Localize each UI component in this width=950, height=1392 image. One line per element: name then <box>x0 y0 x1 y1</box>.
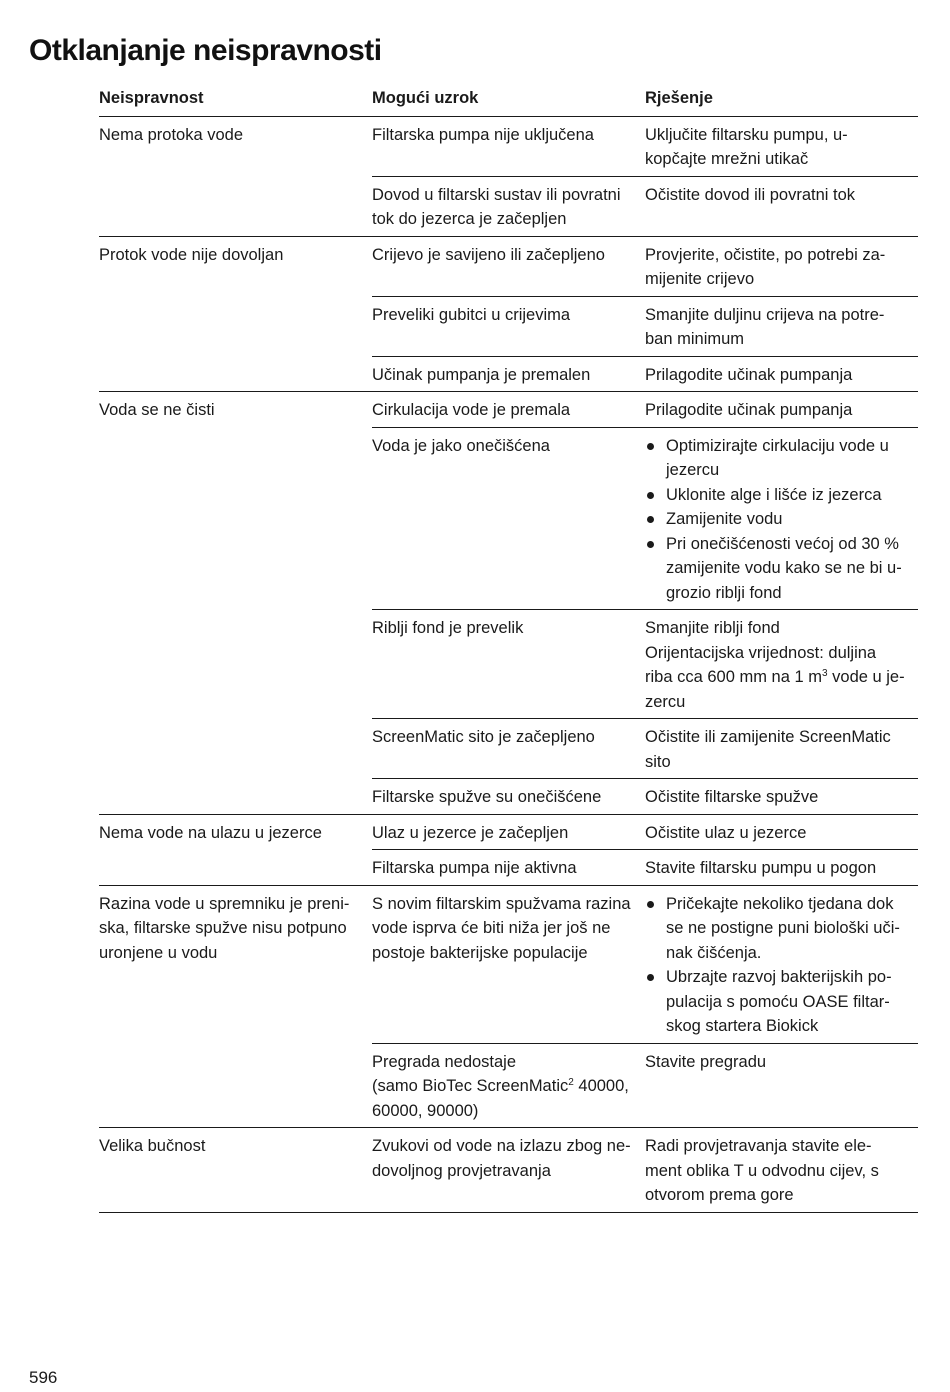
solution-line: Smanjite riblji fond <box>645 619 780 637</box>
solution-line: pulacija s pomoću OASE filtar- <box>666 992 890 1011</box>
fault-line: uronjene u vodu <box>99 943 218 962</box>
solution-line: Očistite dovod ili povratni tok <box>645 185 856 204</box>
cause-line: Cirkulacija vode je premala <box>372 401 571 419</box>
solution-cell <box>645 357 918 392</box>
solution-cell <box>645 610 918 718</box>
cause-list <box>372 886 918 1128</box>
solution-line: Stavite pregradu <box>645 1052 767 1071</box>
solution-cell <box>645 237 918 296</box>
cause-line: Pregrada nedostaje <box>372 1052 517 1071</box>
cause-cell <box>372 779 645 814</box>
page-number: 596 <box>29 1368 58 1387</box>
cause-line: Filtarska pumpa nije uključena <box>372 125 594 144</box>
cause-cell <box>372 428 645 610</box>
solution-cell <box>645 1128 918 1212</box>
solution-line: Prilagodite učinak pumpanja <box>645 365 853 384</box>
solution-line: Prilagodite učinak pumpanja <box>645 401 853 419</box>
solution-line: otvorom prema gore <box>645 1186 794 1204</box>
cause-line: Dovod u filtarski sustav ili povratni <box>372 185 621 204</box>
solution-line: mijenite crijevo <box>645 270 755 288</box>
solution-line: Optimizirajte cirkulaciju vode u <box>666 436 889 455</box>
cause-line: tok do jezerca je začepljen <box>372 210 567 228</box>
solution-line: Očistite ili zamijenite ScreenMatic <box>645 728 891 746</box>
solution-line: Orijentacijska vrijednost: duljina <box>645 643 877 662</box>
solution-line: zercu <box>645 692 686 711</box>
fault-cell <box>99 392 372 814</box>
cause-line: Ulaz u jezerce je začepljen <box>372 823 569 842</box>
solution-bullet-item <box>645 892 918 966</box>
solution-line: Uključite filtarsku pumpu, u- <box>645 125 848 144</box>
fault-line: Nema protoka vode <box>99 125 243 144</box>
solution-line: Pričekajte nekoliko tjedana dok <box>666 894 894 913</box>
superscript: 3 <box>822 668 828 679</box>
table-row <box>99 237 918 393</box>
cause-line-text: (samo BioTec ScreenMatic <box>372 1077 569 1095</box>
fault-line: ska, filtarske spužve nisu potpuno <box>99 919 347 937</box>
cause-line: postoje bakterijske populacije <box>372 943 588 962</box>
cause-cell <box>372 1128 645 1212</box>
cause-cell <box>372 886 645 1043</box>
cause-line: Zvukovi od vode na izlazu zbog ne- <box>372 1137 631 1155</box>
cause-line: ScreenMatic sito je začepljeno <box>372 728 595 746</box>
cause-row <box>372 886 918 1044</box>
cause-row <box>372 117 918 177</box>
superscript: 2 <box>568 1077 574 1088</box>
solution-cell <box>645 1044 918 1128</box>
fault-line: Nema vode na ulazu u jezerce <box>99 823 322 842</box>
solution-line: Uklonite alge i lišće iz jezerca <box>666 485 882 504</box>
solution-bullet-item <box>645 532 918 606</box>
solution-line: Pri onečišćenosti većoj od 30 % <box>666 534 899 553</box>
cause-row <box>372 1128 918 1212</box>
header-cause: Mogući uzrok <box>372 89 479 107</box>
cause-cell <box>372 237 645 296</box>
solution-line-with-superscript <box>645 665 918 690</box>
page-title: Otklanjanje neispravnosti <box>29 34 382 67</box>
fault-cell <box>99 237 372 392</box>
cause-cell <box>372 815 645 850</box>
solution-line: ban minimum <box>645 330 745 348</box>
cause-line: Preveliki gubitci u crijevima <box>372 305 571 324</box>
solution-cell <box>645 850 918 885</box>
cause-row <box>372 357 918 392</box>
solution-line: skog startera Biokick <box>666 1017 819 1035</box>
cause-row <box>372 719 918 779</box>
solution-bullet-item <box>645 483 918 508</box>
cause-row <box>372 297 918 357</box>
cause-line: 60000, 90000) <box>372 1101 479 1120</box>
cause-line: dovoljnog provjetravanja <box>372 1161 551 1180</box>
cause-cell <box>372 610 645 718</box>
table-row <box>99 815 918 886</box>
table-row <box>99 886 918 1129</box>
cause-row <box>372 177 918 236</box>
cause-line: S novim filtarskim spužvama razina <box>372 894 631 913</box>
cause-cell <box>372 392 645 427</box>
cause-cell <box>372 117 645 176</box>
cause-row <box>372 815 918 851</box>
fault-line: Voda se ne čisti <box>99 401 215 419</box>
solution-line: Očistite ulaz u jezerce <box>645 823 807 842</box>
solution-line: kopčajte mrežni utikač <box>645 150 809 168</box>
solution-line: Radi provjetravanja stavite ele- <box>645 1137 872 1155</box>
cause-list <box>372 237 918 392</box>
cause-line: Filtarske spužve su onečišćene <box>372 788 602 806</box>
solution-line: ment oblika T u odvodnu cijev, s <box>645 1161 879 1180</box>
cause-line: Filtarska pumpa nije aktivna <box>372 859 577 877</box>
cause-cell <box>372 177 645 236</box>
solution-cell <box>645 177 918 236</box>
cause-row <box>372 1044 918 1128</box>
solution-bullet-item <box>645 507 918 532</box>
solution-line: jezercu <box>666 461 720 479</box>
cause-line: vode isprva će biti niža jer još ne <box>372 919 611 937</box>
cause-line-text: 40000, <box>573 1077 629 1095</box>
cause-cell <box>372 719 645 778</box>
solution-cell <box>645 392 918 427</box>
fault-cell <box>99 815 372 885</box>
fault-line: Velika bučnost <box>99 1137 206 1155</box>
solution-cell <box>645 815 918 850</box>
cause-cell <box>372 1044 645 1128</box>
solution-line: Zamijenite vodu <box>666 510 783 528</box>
cause-row <box>372 850 918 885</box>
solution-cell <box>645 117 918 176</box>
solution-cell <box>645 779 918 814</box>
fault-cell <box>99 886 372 1128</box>
cause-list <box>372 117 918 236</box>
solution-line: Ubrzajte razvoj bakterijskih po- <box>666 968 892 986</box>
cause-cell <box>372 357 645 392</box>
solution-bullet-item <box>645 965 918 1039</box>
solution-cell <box>645 428 918 610</box>
cause-row <box>372 392 918 428</box>
cause-row <box>372 237 918 297</box>
troubleshooting-table <box>99 86 918 1213</box>
solution-bullet-list <box>645 434 918 606</box>
solution-line-text: riba cca 600 mm na 1 m <box>645 668 822 686</box>
cause-line: Crijevo je savijeno ili začepljeno <box>372 245 605 264</box>
solution-cell <box>645 297 918 356</box>
solution-line: zamijenite vodu kako se ne bi u- <box>666 559 902 577</box>
solution-line: Smanjite duljinu crijeva na potre- <box>645 305 885 324</box>
cause-cell <box>372 850 645 885</box>
solution-cell <box>645 886 918 1043</box>
fault-line: Razina vode u spremniku je preni- <box>99 894 350 913</box>
solution-bullet-list <box>645 892 918 1039</box>
cause-list <box>372 392 918 814</box>
cause-list <box>372 815 918 885</box>
solution-bullet-item <box>645 434 918 483</box>
solution-line: Provjerite, očistite, po potrebi za- <box>645 245 886 264</box>
solution-line-text: vode u je- <box>827 668 905 686</box>
cause-row <box>372 779 918 814</box>
solution-line: Očistite filtarske spužve <box>645 788 819 806</box>
cause-row <box>372 428 918 611</box>
fault-cell <box>99 1128 372 1212</box>
table-row <box>99 392 918 815</box>
table-row <box>99 117 918 237</box>
solution-line: Stavite filtarsku pumpu u pogon <box>645 859 877 877</box>
solution-line: sito <box>645 752 671 771</box>
table-row <box>99 1128 918 1213</box>
solution-line: se ne postigne puni biološki uči- <box>666 919 900 937</box>
cause-line-with-superscript <box>372 1074 637 1099</box>
cause-row <box>372 610 918 719</box>
cause-line: Voda je jako onečišćena <box>372 436 550 455</box>
cause-line: Učinak pumpanja je premalen <box>372 365 591 384</box>
fault-line: Protok vode nije dovoljan <box>99 245 284 264</box>
solution-line: nak čišćenja. <box>666 943 762 962</box>
cause-list <box>372 1128 918 1212</box>
header-fault: Neispravnost <box>99 89 204 107</box>
solution-cell <box>645 719 918 778</box>
cause-cell <box>372 297 645 356</box>
header-solution: Rješenje <box>645 89 713 107</box>
cause-line: Riblji fond je prevelik <box>372 619 524 637</box>
solution-line: grozio riblji fond <box>666 583 782 602</box>
fault-cell <box>99 117 372 236</box>
table-header-row <box>99 86 918 117</box>
